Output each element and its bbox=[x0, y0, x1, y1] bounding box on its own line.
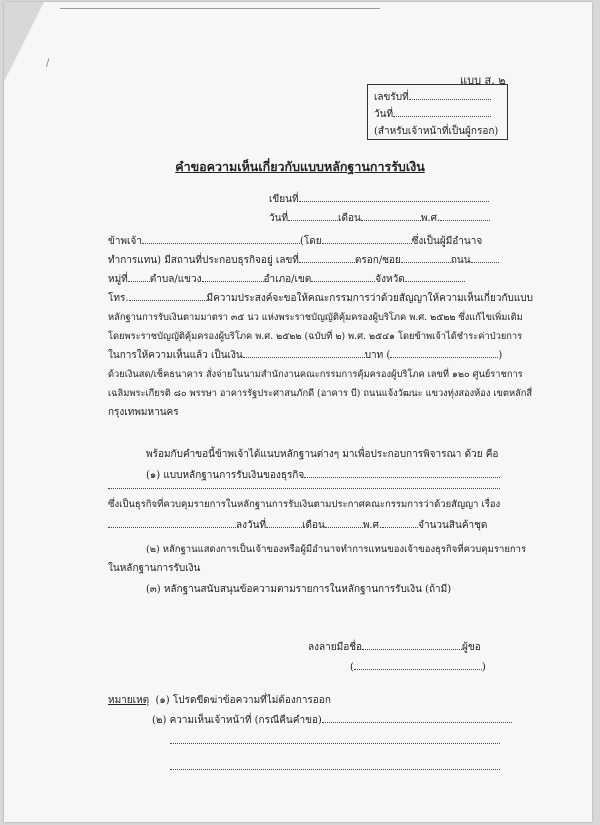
page-fold bbox=[4, 2, 44, 82]
district-label: อำเภอ/เขต bbox=[263, 274, 312, 285]
announcement-year-field[interactable] bbox=[382, 518, 418, 528]
attachments-intro: พร้อมกับคำขอนี้ข้าพเจ้าได้แนบหลักฐานต่างๆ มาเพื่อประกอบการพิจารณา ด้วย คือ bbox=[146, 449, 499, 460]
year-label: พ.ศ. bbox=[420, 213, 441, 224]
attachment-item-2: (๒) หลักฐานแสดงการเป็นเจ้าของหรือผู้มีอำนาจทำการแทนของเจ้าของธุรกิจที่ควบคุมรายการ bbox=[146, 544, 527, 555]
attachment-item-1-field[interactable] bbox=[304, 468, 500, 478]
fee-label: ในการให้ความเห็นแล้ว เป็นเงิน bbox=[108, 350, 243, 361]
receipt-date-label: วันที่ bbox=[374, 109, 394, 120]
signature-label: ลงลายมือชื่อ bbox=[308, 642, 363, 653]
announcement-year-label: พ.ศ. bbox=[362, 520, 383, 531]
road-label: ถนน bbox=[450, 255, 471, 266]
district-field[interactable] bbox=[311, 272, 375, 282]
note-2: (๒) ความเห็นเจ้าหน้าที่ (กรณีคืนคำขอ) bbox=[152, 715, 322, 726]
written-at-row bbox=[269, 192, 489, 207]
attachment-item-3: (๓) หลักฐานสนับสนุนข้อความตามรายการในหลักฐานการรับเงิน (ถ้ามี) bbox=[146, 584, 452, 595]
address-row bbox=[108, 253, 499, 268]
receipt-box bbox=[367, 84, 508, 140]
attachment-item-1-label: (๑) แบบหลักฐานการรับเงินของธุรกิจ bbox=[146, 470, 305, 481]
body-line-8: ด้วยเงินสด/เช็คธนาคาร สั่งจ่ายในนามสำนักงานคณะกรรมการคุ้มครองผู้บริโภค เลขที่ ๑๒๐ ศูนย์ราชการ bbox=[108, 369, 523, 380]
subdistrict-label: ตำบล/แขวง bbox=[149, 274, 202, 285]
announcement-date-row bbox=[108, 518, 487, 533]
receipt-note: (สำหรับเจ้าหน้าที่เป็นผู้กรอก) bbox=[374, 126, 499, 137]
announcement-day-field[interactable] bbox=[266, 518, 302, 528]
officer-opinion-line-2[interactable] bbox=[170, 742, 500, 744]
date-label: วันที่ bbox=[269, 213, 289, 224]
signature-row bbox=[308, 640, 481, 655]
subdistrict-field[interactable] bbox=[202, 272, 264, 282]
body-line-5: หลักฐานการรับเงินตามมาตรา ๓๕ นว แห่งพระราชบัญญัติคุ้มครองผู้บริโภค พ.ศ. ๒๕๒๒ ซึ่งแก้ไขเพิ่มเติม bbox=[108, 312, 523, 323]
note-1-row bbox=[108, 693, 331, 708]
fee-row bbox=[108, 348, 502, 363]
attachment-item-1-continuation-field[interactable] bbox=[108, 487, 500, 489]
announcement-month-field[interactable] bbox=[325, 518, 363, 528]
receipt-date-field[interactable] bbox=[393, 106, 491, 117]
page-title: คำขอความเห็นเกี่ยวกับแบบหลักฐานการรับเงิน bbox=[175, 159, 425, 174]
signature-field[interactable] bbox=[362, 640, 462, 650]
signature-name-field[interactable] bbox=[354, 660, 482, 670]
written-at-field[interactable] bbox=[299, 192, 489, 202]
fee-amount-field[interactable] bbox=[243, 348, 365, 358]
moo-field[interactable] bbox=[128, 272, 150, 282]
phone-field[interactable] bbox=[129, 291, 207, 301]
note-2-row bbox=[152, 713, 512, 728]
announcement-month-label: เดือน bbox=[302, 520, 325, 531]
purpose-text: มีความประสงค์จะขอให้คณะกรรมการว่าด้วยสัญญาให้ความเห็นเกี่ยวกับแบบ bbox=[206, 293, 533, 304]
by-field[interactable] bbox=[322, 234, 412, 244]
announcement-subject-field[interactable] bbox=[108, 518, 236, 528]
officer-opinion-field[interactable] bbox=[322, 713, 512, 723]
soi-label: ตรอก/ซอย bbox=[354, 255, 401, 266]
body-line-10: กรุงเทพมหานคร bbox=[108, 407, 179, 418]
signature-name-row bbox=[350, 660, 486, 673]
product-count-label: จำนวนสินค้าชุด bbox=[418, 520, 488, 531]
body-line-9: เฉลิมพระเกียรติ ๘๐ พรรษา อาคารรัฐประศาสนภักดี (อาคาร บี) ถนนแจ้งวัฒนะ แขวงทุ่งสองห้อง เขตหลักสี่ bbox=[108, 388, 533, 399]
attachment-item-2-cont: ในหลักฐานการรับเงิน bbox=[108, 563, 201, 574]
page-edge-line bbox=[60, 8, 380, 9]
signature-open-paren: ( bbox=[350, 662, 354, 673]
house-number-field[interactable] bbox=[299, 253, 355, 263]
baht-label: บาท ( bbox=[364, 350, 391, 361]
locality-row bbox=[108, 272, 465, 287]
province-label: จังหวัด bbox=[375, 274, 405, 285]
phone-label: โทร. bbox=[108, 293, 129, 304]
phone-row bbox=[108, 291, 533, 306]
fee-words-field[interactable] bbox=[390, 348, 498, 358]
announcement-date-label: ลงวันที่ bbox=[236, 520, 267, 531]
applicant-field[interactable] bbox=[142, 234, 300, 244]
body-line-13: ซึ่งเป็นธุรกิจที่ควบคุมรายการในหลักฐานการรับเงินตามประกาศคณะกรรมการว่าด้วยสัญญา เรื่อง bbox=[108, 499, 501, 510]
road-field[interactable] bbox=[471, 253, 499, 263]
authority-label: ซึ่งเป็นผู้มีอำนาจ bbox=[411, 236, 483, 247]
year-field[interactable] bbox=[440, 211, 490, 221]
date-row bbox=[269, 211, 490, 226]
receipt-number-label: เลขรับที่ bbox=[374, 92, 409, 103]
fee-close-paren: ) bbox=[498, 350, 503, 361]
body-line-6: โดยพระราชบัญญัติคุ้มครองผู้บริโภค พ.ศ. ๒๕๒๒ (ฉบับที่ ๒) พ.ศ. ๒๕๔๑ โดยข้าพเจ้าได้ชำระค่าป่วยการ bbox=[108, 331, 523, 342]
form-code: แบบ ส. ๒ bbox=[460, 74, 506, 87]
soi-field[interactable] bbox=[401, 253, 451, 263]
signature-close-paren: ) bbox=[481, 662, 486, 673]
notes-label: หมายเหตุ bbox=[108, 695, 150, 706]
officer-opinion-line-3[interactable] bbox=[170, 768, 500, 770]
attachment-item-1 bbox=[146, 468, 500, 483]
province-field[interactable] bbox=[405, 272, 465, 282]
written-at-label: เขียนที่ bbox=[269, 194, 299, 205]
pen-mark: / bbox=[46, 58, 50, 69]
date-field[interactable] bbox=[288, 211, 338, 221]
receipt-number-field[interactable] bbox=[409, 89, 491, 100]
signature-role: ผู้ขอ bbox=[462, 642, 481, 653]
applicant-label: ข้าพเจ้า bbox=[108, 236, 142, 247]
address-label: ทำการแทน) มีสถานที่ประกอบธุรกิจอยู่ เลขที่ bbox=[108, 255, 299, 266]
note-1: (๑) โปรดขีดฆ่าข้อความที่ไม่ต้องการออก bbox=[155, 695, 331, 706]
applicant-row bbox=[108, 234, 482, 249]
by-label: (โดย bbox=[299, 236, 322, 247]
month-label: เดือน bbox=[338, 213, 361, 224]
month-field[interactable] bbox=[361, 211, 421, 221]
moo-label: หมู่ที่ bbox=[108, 274, 128, 285]
